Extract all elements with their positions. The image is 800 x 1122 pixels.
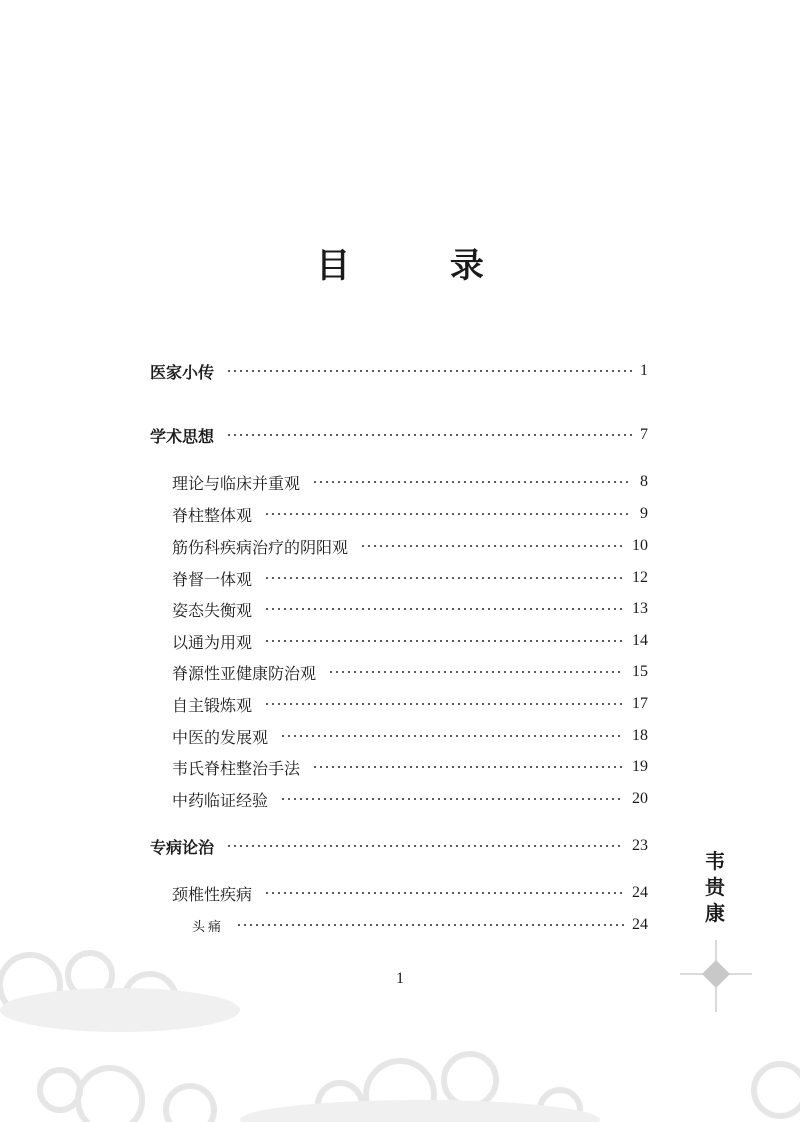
toc-entry-label: 脊源性亚健康防治观 [172,663,317,683]
toc-entry-page: 12 [632,569,648,586]
toc-entry[interactable] [172,787,648,811]
dot-leader [264,702,624,706]
toc-entry-page: 19 [632,758,648,775]
toc-entry[interactable] [172,534,648,558]
toc-entry[interactable] [172,724,648,748]
toc-entry-label: 脊柱整体观 [172,505,253,525]
dot-leader [226,433,632,437]
dot-leader [236,923,624,927]
dot-leader [264,607,624,611]
dot-leader [264,576,624,580]
toc-entry[interactable] [172,881,648,905]
toc-entry-page: 15 [632,663,648,680]
toc-entry[interactable] [192,913,648,937]
author-char: 康 [705,901,725,925]
dot-leader [312,480,632,484]
toc-entry-page: 13 [632,600,648,617]
toc-entry-label: 姿态失衡观 [172,600,253,620]
author-char: 贵 [705,875,725,899]
toc-entry-label: 自主锻炼观 [172,695,253,715]
toc-entry-label: 韦氏脊柱整治手法 [172,758,301,778]
toc-entry-label: 学术思想 [150,426,215,446]
dot-leader [264,512,632,516]
toc-entry-label: 筋伤科疾病治疗的阴阳观 [172,537,349,557]
toc-entry[interactable] [172,502,648,526]
toc-entry-page: 24 [632,916,648,933]
dot-leader [264,891,624,895]
toc-entry-label: 以通为用观 [172,632,253,652]
dot-leader [226,369,632,373]
toc-entry-label: 中药临证经验 [172,790,269,810]
toc-entry-label: 头痛 [192,919,225,935]
dot-leader [328,670,624,674]
author-char: 韦 [705,849,725,873]
toc-entry[interactable] [172,566,648,590]
toc-entry[interactable] [150,423,648,447]
toc-entry-page: 18 [632,727,648,744]
toc-entry[interactable] [150,834,648,858]
toc-entry-page: 1 [640,362,648,379]
toc-entry[interactable] [150,359,648,383]
toc-entry-label: 中医的发展观 [172,727,269,747]
dot-leader [360,544,624,548]
toc-entry-page: 8 [640,473,648,490]
toc-entry-page: 20 [632,790,648,807]
toc-entry-page: 9 [640,505,648,522]
toc-entry-label: 医家小传 [150,362,215,382]
toc-entry[interactable] [172,597,648,621]
dot-leader [226,844,624,848]
toc-entry[interactable] [172,755,648,779]
toc-entry-page: 23 [632,837,648,854]
toc-entry-label: 颈椎性疾病 [172,884,253,904]
toc-entry[interactable] [172,692,648,716]
toc-entry-page: 10 [632,537,648,554]
toc-entry-label: 专病论治 [150,837,215,857]
toc-entry[interactable] [172,470,648,494]
dot-leader [312,765,624,769]
dot-leader [264,639,624,643]
toc-entry-page: 7 [640,426,648,443]
toc-entry-label: 理论与临床并重观 [172,473,301,493]
toc-entry-label: 脊督一体观 [172,569,253,589]
dot-leader [280,797,624,801]
author-name-vertical [700,848,730,926]
page-number: 1 [396,970,404,987]
toc-entry[interactable] [172,660,648,684]
toc-entry-page: 17 [632,695,648,712]
page-title: 目 录 [316,246,528,286]
toc-entry-page: 14 [632,632,648,649]
dot-leader [280,734,624,738]
toc-entry[interactable] [172,629,648,653]
toc-entry-page: 24 [632,884,648,901]
